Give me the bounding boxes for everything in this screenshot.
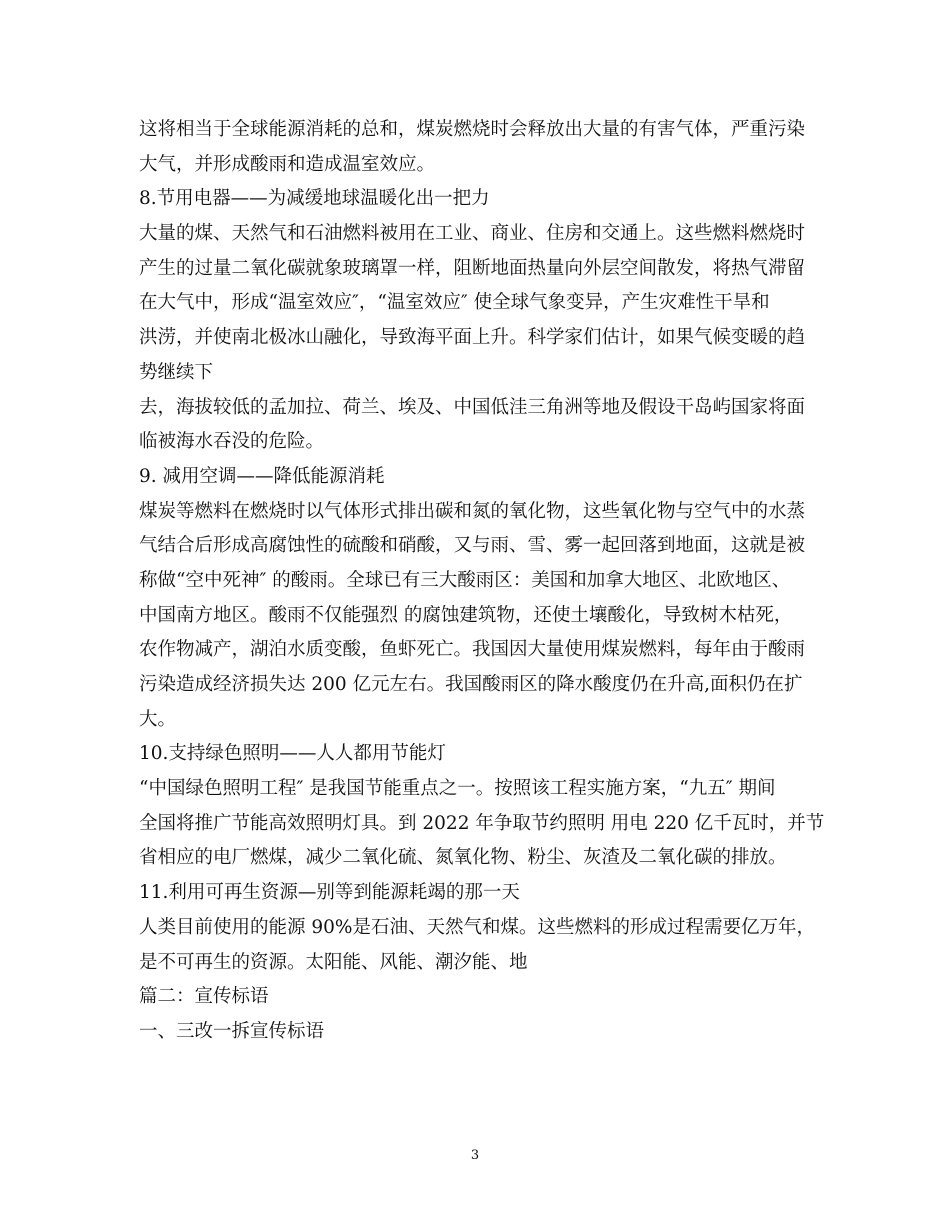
section-heading: 10.支持绿色照明——人人都用节能灯 [139, 743, 446, 765]
section-heading: 8.节用电器——为减缓地球温暖化出一把力 [139, 188, 490, 210]
page-number: 3 [470, 1148, 480, 1163]
text-line: 气结合后形成高腐蚀性的硫酸和硝酸，又与雨、雪、雾一起回落到地面，这就是被 [139, 535, 806, 557]
section-heading: 篇二：宣传标语 [139, 986, 269, 1008]
text-line: 大气，并形成酸雨和造成温室效应。 [139, 153, 436, 175]
text-line: 中国南方地区。酸雨不仅能强烈 的腐蚀建筑物，还使土壤酸化，导致树木枯死， [139, 604, 793, 626]
text-line: 煤炭等燃料在燃烧时以气体形式排出碳和氮的氧化物，这些氧化物与空气中的水蒸 [139, 500, 806, 522]
text-line: 人类目前使用的能源 90%是石油、天然气和煤。这些燃料的形成过程需要亿万年， [139, 916, 816, 938]
text-line: 去，海拔较低的孟加拉、荷兰、埃及、中国低洼三角洲等地及假设干岛屿国家将面 [139, 396, 806, 418]
text-line: 大量的煤、天然气和石油燃料被用在工业、商业、住房和交通上。这些燃料燃烧时 [139, 223, 806, 245]
text-line: 全国将推广节能高效照明灯具。到 2022 年争取节约照明 用电 220 亿千瓦时，并节 [139, 812, 825, 834]
text-line: 洪涝，并使南北极冰山融化，导致海平面上升。科学家们估计，如果气候变暖的趋 [139, 327, 806, 349]
text-line: 大。 [139, 708, 177, 730]
text-line: 称做“空中死神″ 的酸雨。全球已有三大酸雨区：美国和加拿大地区、北欧地区、 [139, 569, 791, 591]
text-line: 产生的过量二氧化碳就象玻璃罩一样，阻断地面热量向外层空间散发，将热气滞留 [139, 257, 806, 279]
section-heading: 11.利用可再生资源—别等到能源耗竭的那一天 [139, 882, 520, 904]
text-line: 在大气中，形成“温室效应″，“温室效应″ 使全球气象变异，产生灾难性干旱和 [139, 292, 770, 314]
text-line: 是不可再生的资源。太阳能、风能、潮汐能、地 [139, 951, 528, 973]
section-heading: 一、三改一拆宣传标语 [139, 1020, 325, 1042]
text-line: 污染造成经济损失达 200 亿元左右。我国酸雨区的降水酸度仍在升高,面积仍在扩 [139, 674, 803, 695]
text-line: 这将相当于全球能源消耗的总和，煤炭燃烧时会释放出大量的有害气体，严重污染 [139, 119, 806, 140]
text-line: 省相应的电厂燃煤，减少二氧化硫、氮氧化物、粉尘、灰渣及二氧化碳的排放。 [139, 847, 787, 869]
section-heading: 9. 减用空调——降低能源消耗 [139, 465, 385, 487]
text-line: 势继续下 [139, 361, 214, 383]
text-line: “中国绿色照明工程″ 是我国节能重点之一。按照该工程实施方案，“九五″ 期间 [139, 778, 776, 800]
text-line: 临被海水吞没的危险。 [139, 431, 325, 453]
text-line: 农作物减产，湖泊水质变酸，鱼虾死亡。我国因大量使用煤炭燃料，每年由于酸雨 [139, 639, 806, 661]
document-body [139, 113, 825, 1050]
